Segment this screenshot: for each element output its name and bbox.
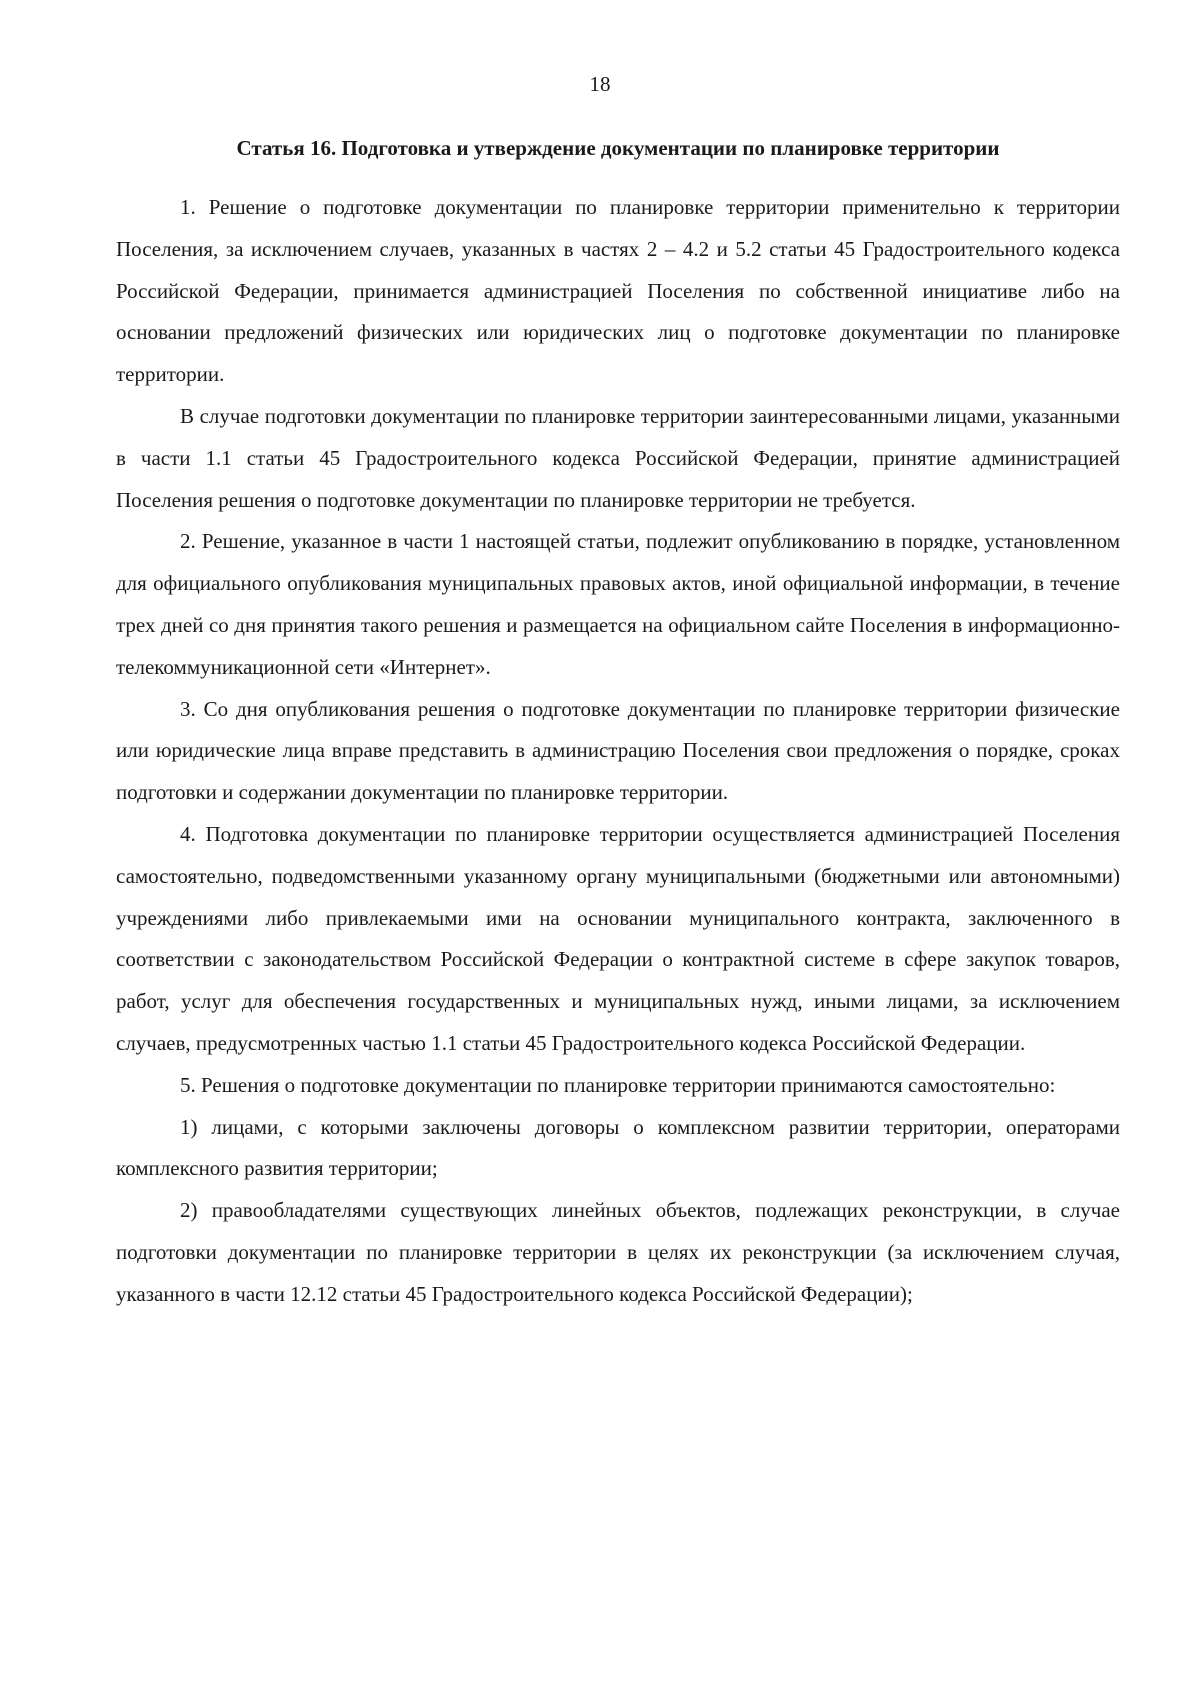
- article-title: Статья 16. Подготовка и утверждение документации по планировке территории: [236, 136, 1000, 160]
- paragraph-5-item-1: 1) лицами, с которыми заключены договоры о комплексном развитии территории, операторами комплексного развития территории;: [116, 1114, 1120, 1181]
- paragraph-3: 3. Со дня опубликования решения о подготовке документации по планировке территории физические или юридические лица вправе представить в администрацию Поселения свои предложения о порядке, сроках подготовки и содержании документации по планировке территории.: [116, 696, 1120, 805]
- paragraph-1-continued: В случае подготовки документации по планировке территории заинтересованными лицами, указанными в части 1.1 статьи 45 Градостроительного кодекса Российской Федерации, принятие администрацией Поселения решения о подготовке документации по планировке территории не требуется.: [116, 403, 1120, 512]
- paragraph-5: 5. Решения о подготовке документации по планировке территории принимаются самостоятельно:: [180, 1072, 1056, 1097]
- article-body: [116, 187, 1120, 1316]
- paragraph-1: 1. Решение о подготовке документации по планировке территории применительно к территории Поселения, за исключением случаев, указанных в частях 2 – 4.2 и 5.2 статьи 45 Градостроительного кодекса Российской Федерации, принимается администрацией Поселения по собственной инициативе либо на основании предложений физических или юридических лиц о подготовке документации по планировке территории.: [116, 195, 1120, 387]
- paragraph-4: 4. Подготовка документации по планировке территории осуществляется администрацией Поселения самостоятельно, подведомственными указанному органу муниципальными (бюджетными или автономными) учреждениями либо привлекаемыми ими на основании муниципального контракта, заключенного в соответствии с законодательством Российской Федерации о контрактной системе в сфере закупок товаров, работ, услуг для обеспечения государственных и муниципальных нужд, иными лицами, за исключением случаев, предусмотренных частью 1.1 статьи 45 Градостроительного кодекса Российской Федерации.: [116, 821, 1120, 1055]
- paragraph-5-item-2: 2) правообладателями существующих линейных объектов, подлежащих реконструкции, в случае подготовки документации по планировке территории в целях их реконструкции (за исключением случая, указанного в части 12.12 статьи 45 Градостроительного кодекса Российской Федерации);: [116, 1198, 1120, 1306]
- paragraph-2: 2. Решение, указанное в части 1 настоящей статьи, подлежит опубликованию в порядке, установленном для официального опубликования муниципальных правовых актов, иной официальной информации, в течение трех дней со дня принятия такого решения и размещается на официальном сайте Поселения в информационно-телекоммуникационной сети «Интернет».: [116, 529, 1120, 679]
- page-number: 18: [589, 72, 611, 96]
